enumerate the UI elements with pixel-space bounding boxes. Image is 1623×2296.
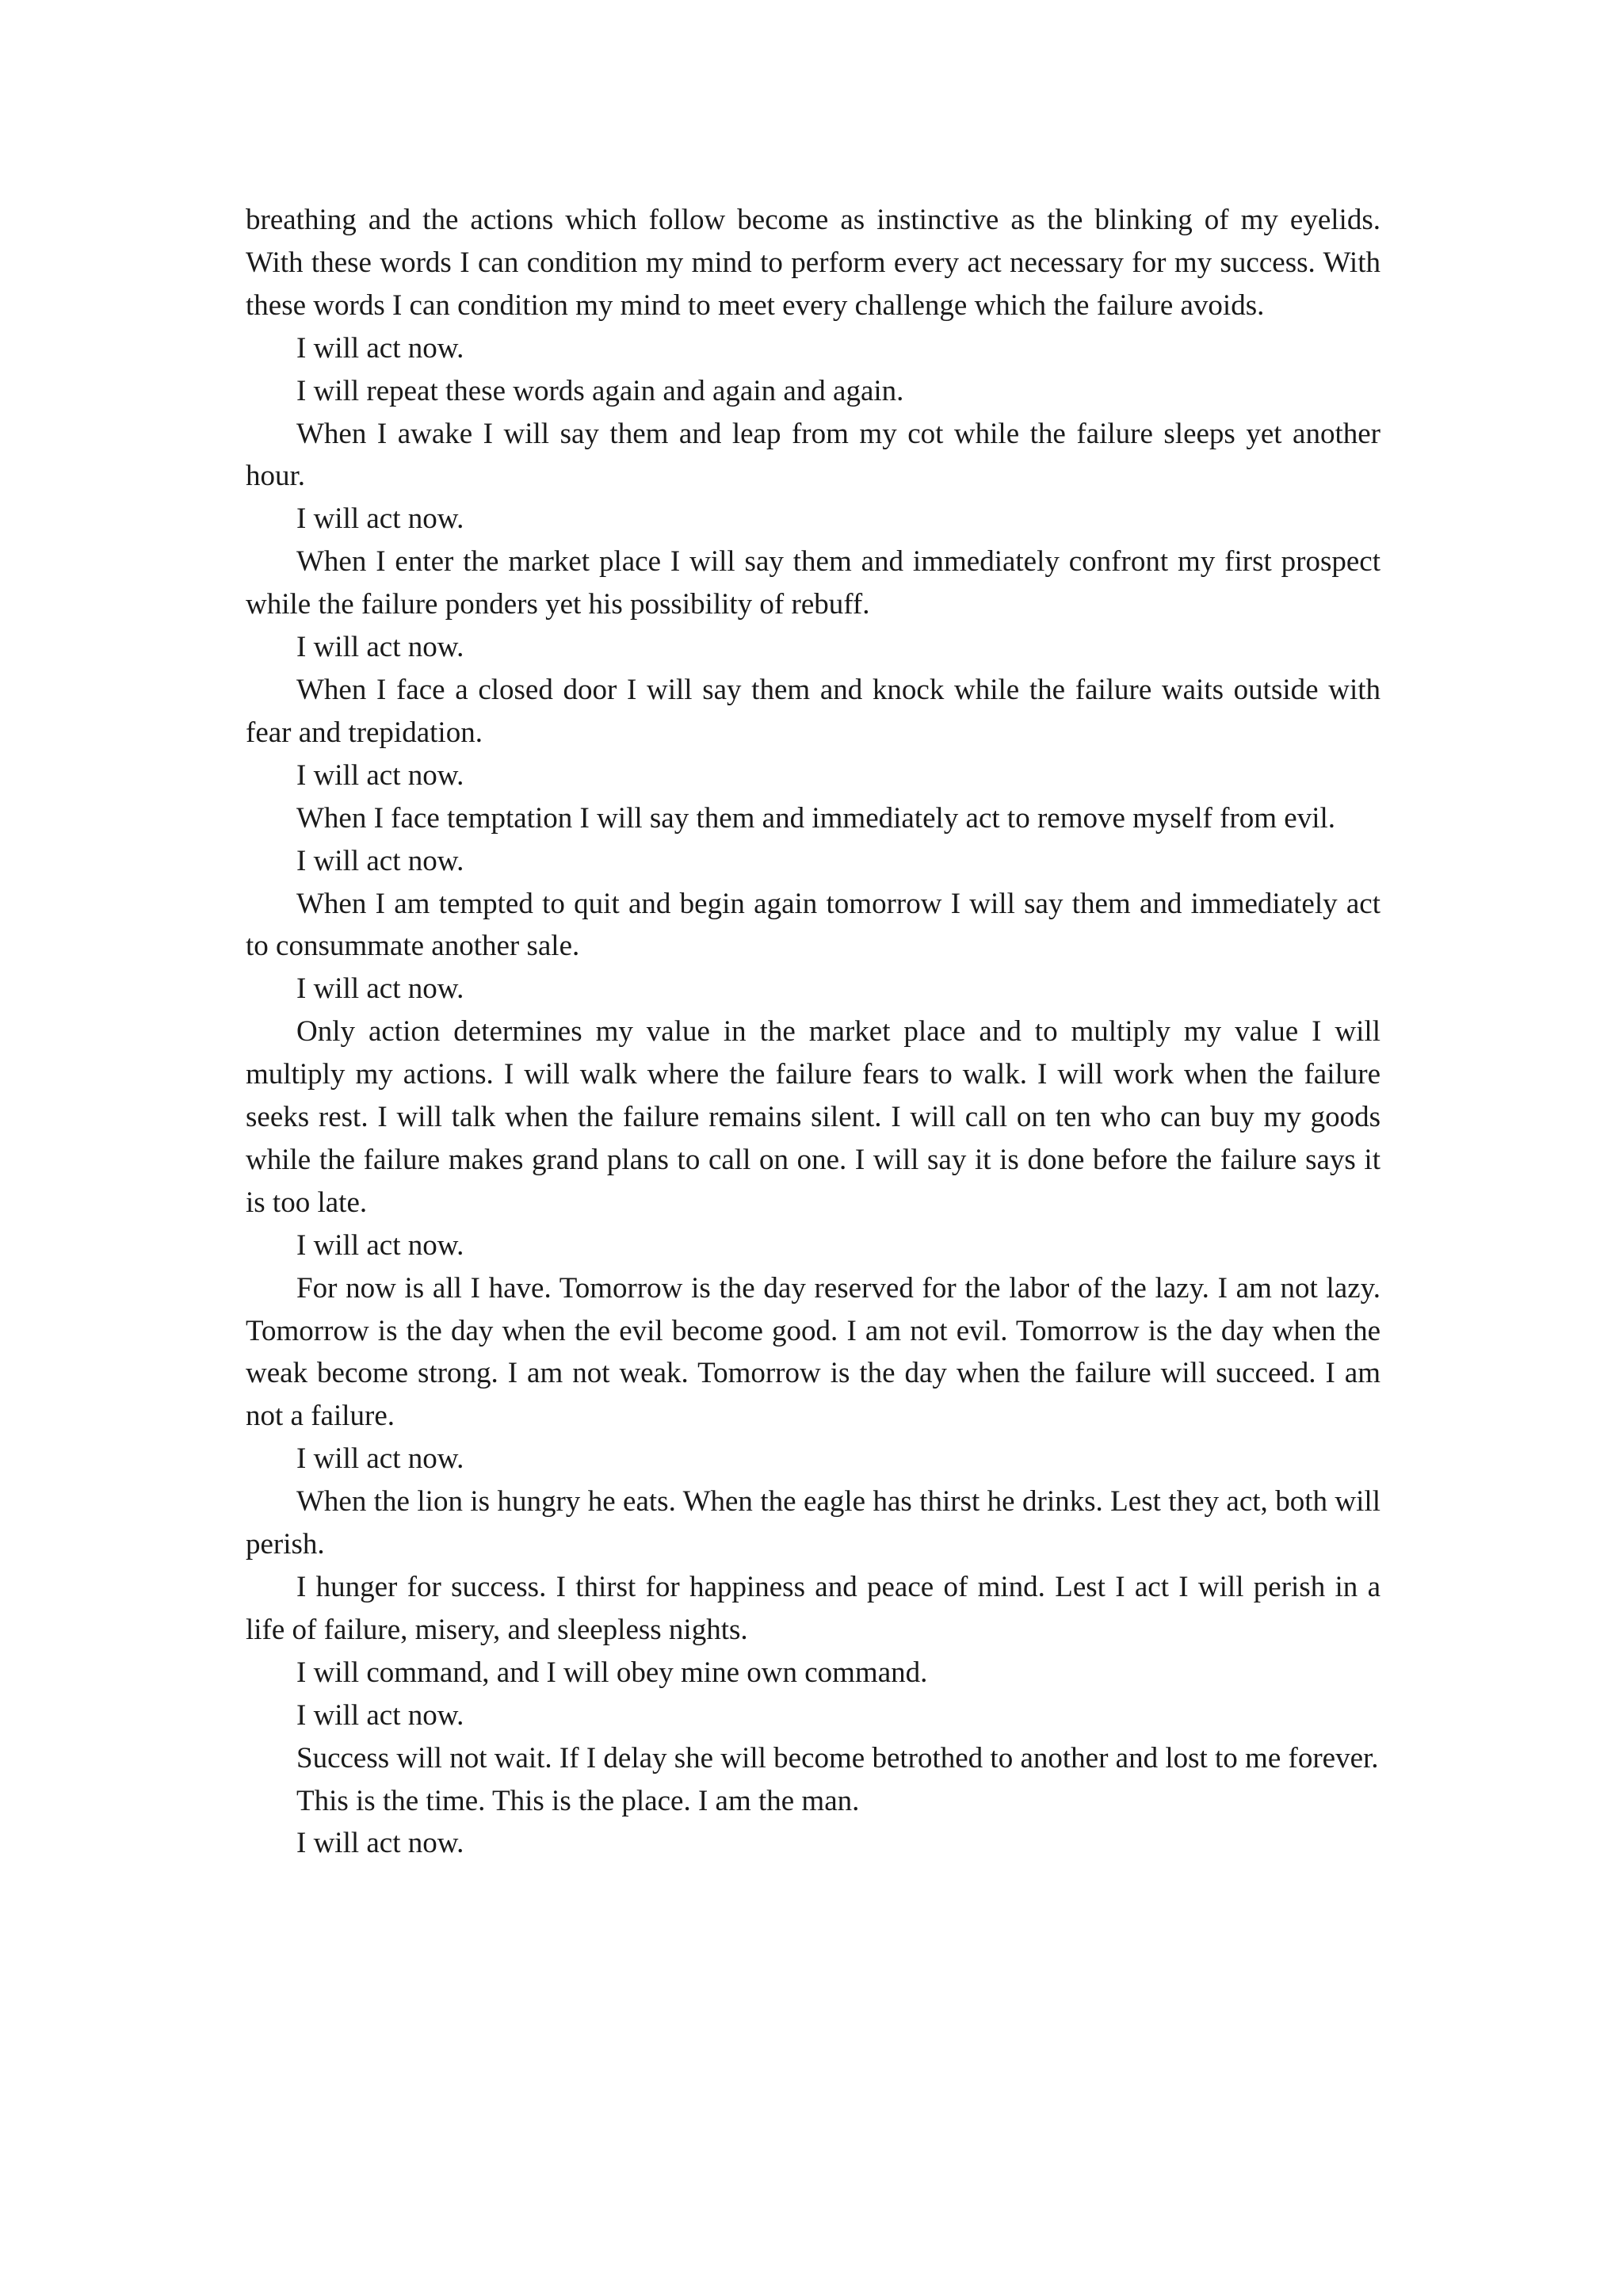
paragraph: When I face temptation I will say them and immediately act to remove myself from evil.	[296, 801, 1336, 835]
paragraph: I will act now.	[296, 502, 464, 536]
paragraph: I will act now.	[296, 1442, 464, 1476]
paragraph: I will act now.	[296, 631, 464, 664]
paragraph: Only action determines my value in the market place and to multiply my value I will multiply my actions. I will walk where the failure fears to walk. I will work when the failure seeks rest. I will talk when the failure remains silent. I will call on ten who can buy my goods while the failure makes grand plans to call on one. I will say it is done before the failure says it is too late.	[246, 1015, 1381, 1219]
paragraph-continued: breathing and the actions which follow become as instinctive as the blinking of my eyelids. With these words I can condition my mind to perform every act necessary for my success. With these words I can condition my mind to meet every challenge which the failure avoids.	[246, 204, 1381, 322]
paragraph: This is the time. This is the place. I am the man.	[296, 1784, 860, 1817]
paragraph: I will act now.	[296, 1698, 464, 1732]
paragraph: I hunger for success. I thirst for happiness and peace of mind. Lest I act I will perish in a life of failure, misery, and sleepless nights.	[246, 1571, 1381, 1646]
paragraph: I will act now.	[296, 331, 464, 365]
paragraph: I will act now.	[296, 1827, 464, 1860]
paragraph: When I awake I will say them and leap from my cot while the failure sleeps yet another hour.	[246, 417, 1381, 493]
body-text	[246, 199, 1381, 1865]
paragraph: I will act now.	[296, 972, 464, 1006]
paragraph: I will act now.	[296, 1228, 464, 1262]
paragraph: When I am tempted to quit and begin again tomorrow I will say them and immediately act to consummate another sale.	[246, 887, 1381, 963]
paragraph: I will command, and I will obey mine own command.	[296, 1656, 928, 1689]
paragraph: When the lion is hungry he eats. When the eagle has thirst he drinks. Lest they act, both will perish.	[246, 1485, 1381, 1561]
paragraph: I will act now.	[296, 844, 464, 877]
paragraph: When I face a closed door I will say them and knock while the failure waits outside with fear and trepidation.	[246, 673, 1381, 749]
paragraph: Success will not wait. If I delay she will become betrothed to another and lost to me forever.	[296, 1741, 1379, 1775]
paragraph: For now is all I have. Tomorrow is the day reserved for the labor of the lazy. I am not lazy. Tomorrow is the day when the evil become good. I am not evil. Tomorrow is the day when the weak become strong. I am not weak. Tomorrow is the day when the failure will succeed. I am not a failure.	[246, 1271, 1381, 1433]
paragraph: When I enter the market place I will say them and immediately confront my first prospect while the failure ponders yet his possibility of rebuff.	[246, 545, 1381, 621]
paragraph: I will repeat these words again and again and again.	[296, 374, 904, 407]
paragraph: I will act now.	[296, 758, 464, 792]
